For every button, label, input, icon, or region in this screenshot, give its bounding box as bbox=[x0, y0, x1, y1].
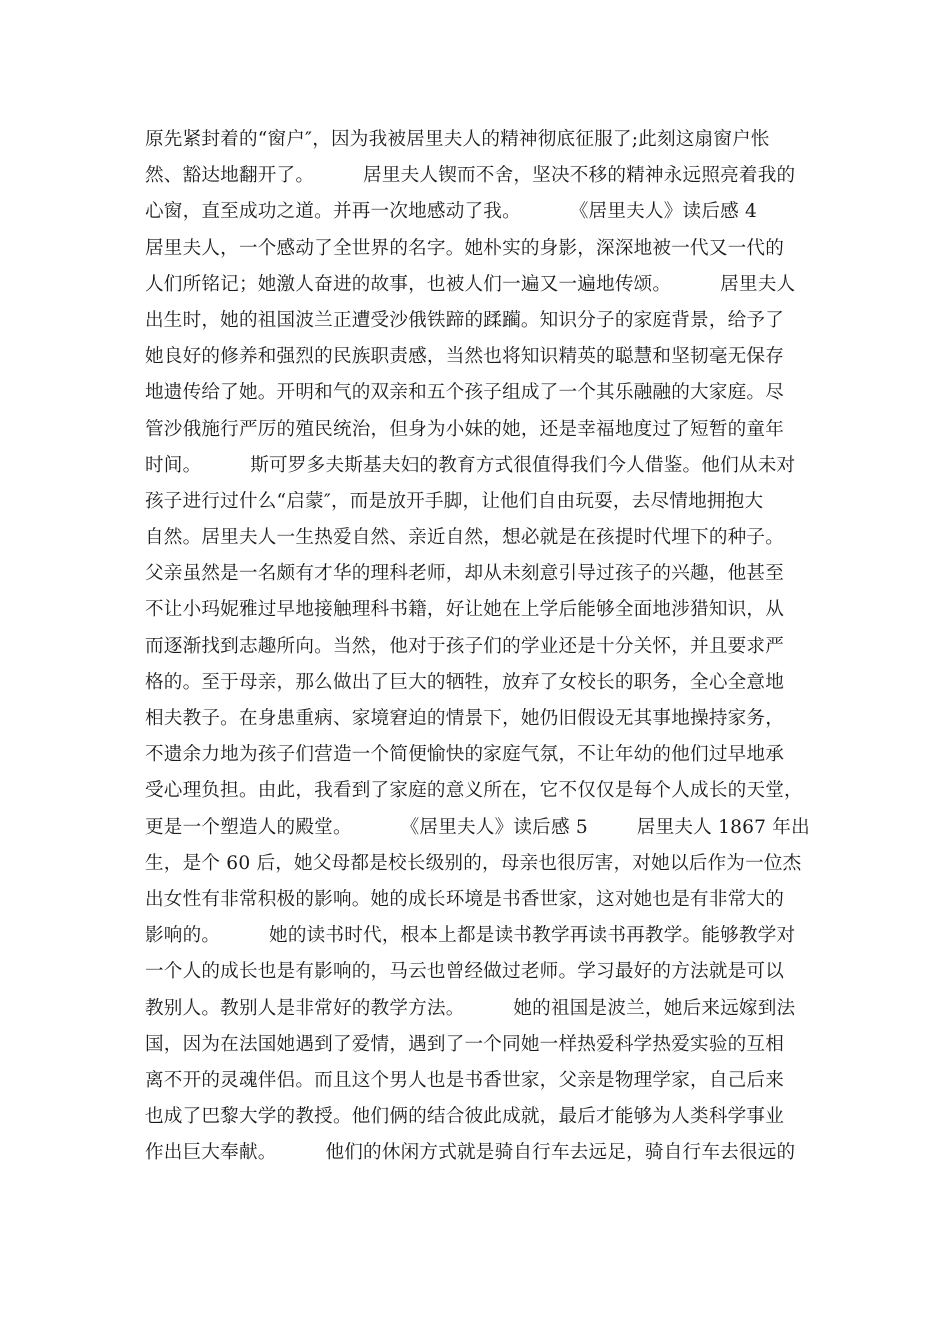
text-line: 原先紧封着的“窗户″，因为我被居里夫人的精神彻底征服了;此刻这扇窗户怅 bbox=[145, 129, 770, 150]
text-line: 时间。 斯可罗多夫斯基夫妇的教育方式很值得我们今人借鉴。他们从未对 bbox=[145, 454, 796, 476]
text-line: 更是一个塑造人的殿堂。 《居里夫人》读后感 5 居里夫人 1867 年出 bbox=[145, 816, 810, 838]
text-line: 不遗余力地为孩子们营造一个简便愉快的家庭气氛，不让年幼的他们过早地承 bbox=[145, 744, 784, 766]
text-line: 教别人。教别人是非常好的教学方法。 她的祖国是波兰，她后来远嫁到法 bbox=[145, 997, 796, 1019]
text-line: 管沙俄施行严厉的殖民统治，但身为小妹的她，还是幸福地度过了短暂的童年 bbox=[145, 418, 784, 440]
text-line: 不让小玛妮雅过早地接触理科书籍，好让她在上学后能够全面地涉猎知识，从 bbox=[145, 599, 784, 621]
text-line: 也成了巴黎大学的教授。他们俩的结合彼此成就，最后才能够为人类科学事业 bbox=[145, 1106, 784, 1128]
text-line: 一个人的成长也是有影响的，马云也曾经做过老师。学习最好的方法就是可以 bbox=[145, 961, 784, 983]
text-line: 国，因为在法国她遇到了爱情，遇到了一个同她一样热爱科学热爱实验的互相 bbox=[145, 1033, 784, 1055]
text-line: 而逐渐找到志趣所向。当然，他对于孩子们的学业还是十分关怀，并且要求严 bbox=[145, 635, 784, 657]
text-line: 离不开的灵魂伴侣。而且这个男人也是书香世家，父亲是物理学家，自己后来 bbox=[145, 1069, 784, 1091]
text-line: 居里夫人，一个感动了全世界的名字。她朴实的身影，深深地被一代又一代的 bbox=[145, 237, 784, 259]
text-line: 作出巨大奉献。 他们的休闲方式就是骑自行车去远足，骑自行车去很远的 bbox=[145, 1142, 796, 1164]
body-text bbox=[145, 122, 825, 1171]
text-line: 格的。至于母亲，那么做出了巨大的牺牲，放弃了女校长的职务，全心全意地 bbox=[145, 671, 784, 693]
text-line: 心窗，直至成功之道。并再一次地感动了我。 《居里夫人》读后感 4 bbox=[145, 201, 758, 223]
text-line: 然、豁达地翻开了。 居里夫人锲而不舍，坚决不移的精神永远照亮着我的 bbox=[145, 165, 796, 187]
text-line: 出生时，她的祖国波兰正遭受沙俄铁蹄的蹂躏。知识分子的家庭背景，给予了 bbox=[145, 309, 784, 331]
text-line: 地遗传给了她。开明和气的双亲和五个孩子组成了一个其乐融融的大家庭。尽 bbox=[145, 382, 784, 404]
text-line: 出女性有非常积极的影响。她的成长环境是书香世家，这对她也是有非常大的 bbox=[145, 888, 784, 910]
text-line: 人们所铭记；她激人奋进的故事，也被人们一遍又一遍地传颂。 居里夫人 bbox=[145, 273, 796, 295]
text-line: 生，是个 60 后，她父母都是校长级别的，母亲也很厉害，对她以后作为一位杰 bbox=[145, 852, 802, 874]
text-line: 她良好的修养和强烈的民族职责感，当然也将知识精英的聪慧和坚韧毫无保存 bbox=[145, 346, 784, 368]
text-line: 受心理负担。由此，我看到了家庭的意义所在，它不仅仅是每个人成长的天堂， bbox=[145, 780, 803, 802]
text-line: 孩子进行过什么“启蒙″，而是放开手脚，让他们自由玩耍，去尽情地拥抱大 bbox=[145, 490, 764, 512]
text-line: 影响的。 她的读书时代，根本上都是读书教学再读书再教学。能够教学对 bbox=[145, 925, 796, 947]
text-line: 自然。居里夫人一生热爱自然、亲近自然，想必就是在孩提时代埋下的种子。 bbox=[145, 527, 784, 549]
text-line: 相夫教子。在身患重病、家境窘迫的情景下，她仍旧假设无其事地操持家务， bbox=[145, 708, 784, 729]
text-line: 父亲虽然是一名颇有才华的理科老师，却从未刻意引导过孩子的兴趣，他甚至 bbox=[145, 563, 784, 585]
